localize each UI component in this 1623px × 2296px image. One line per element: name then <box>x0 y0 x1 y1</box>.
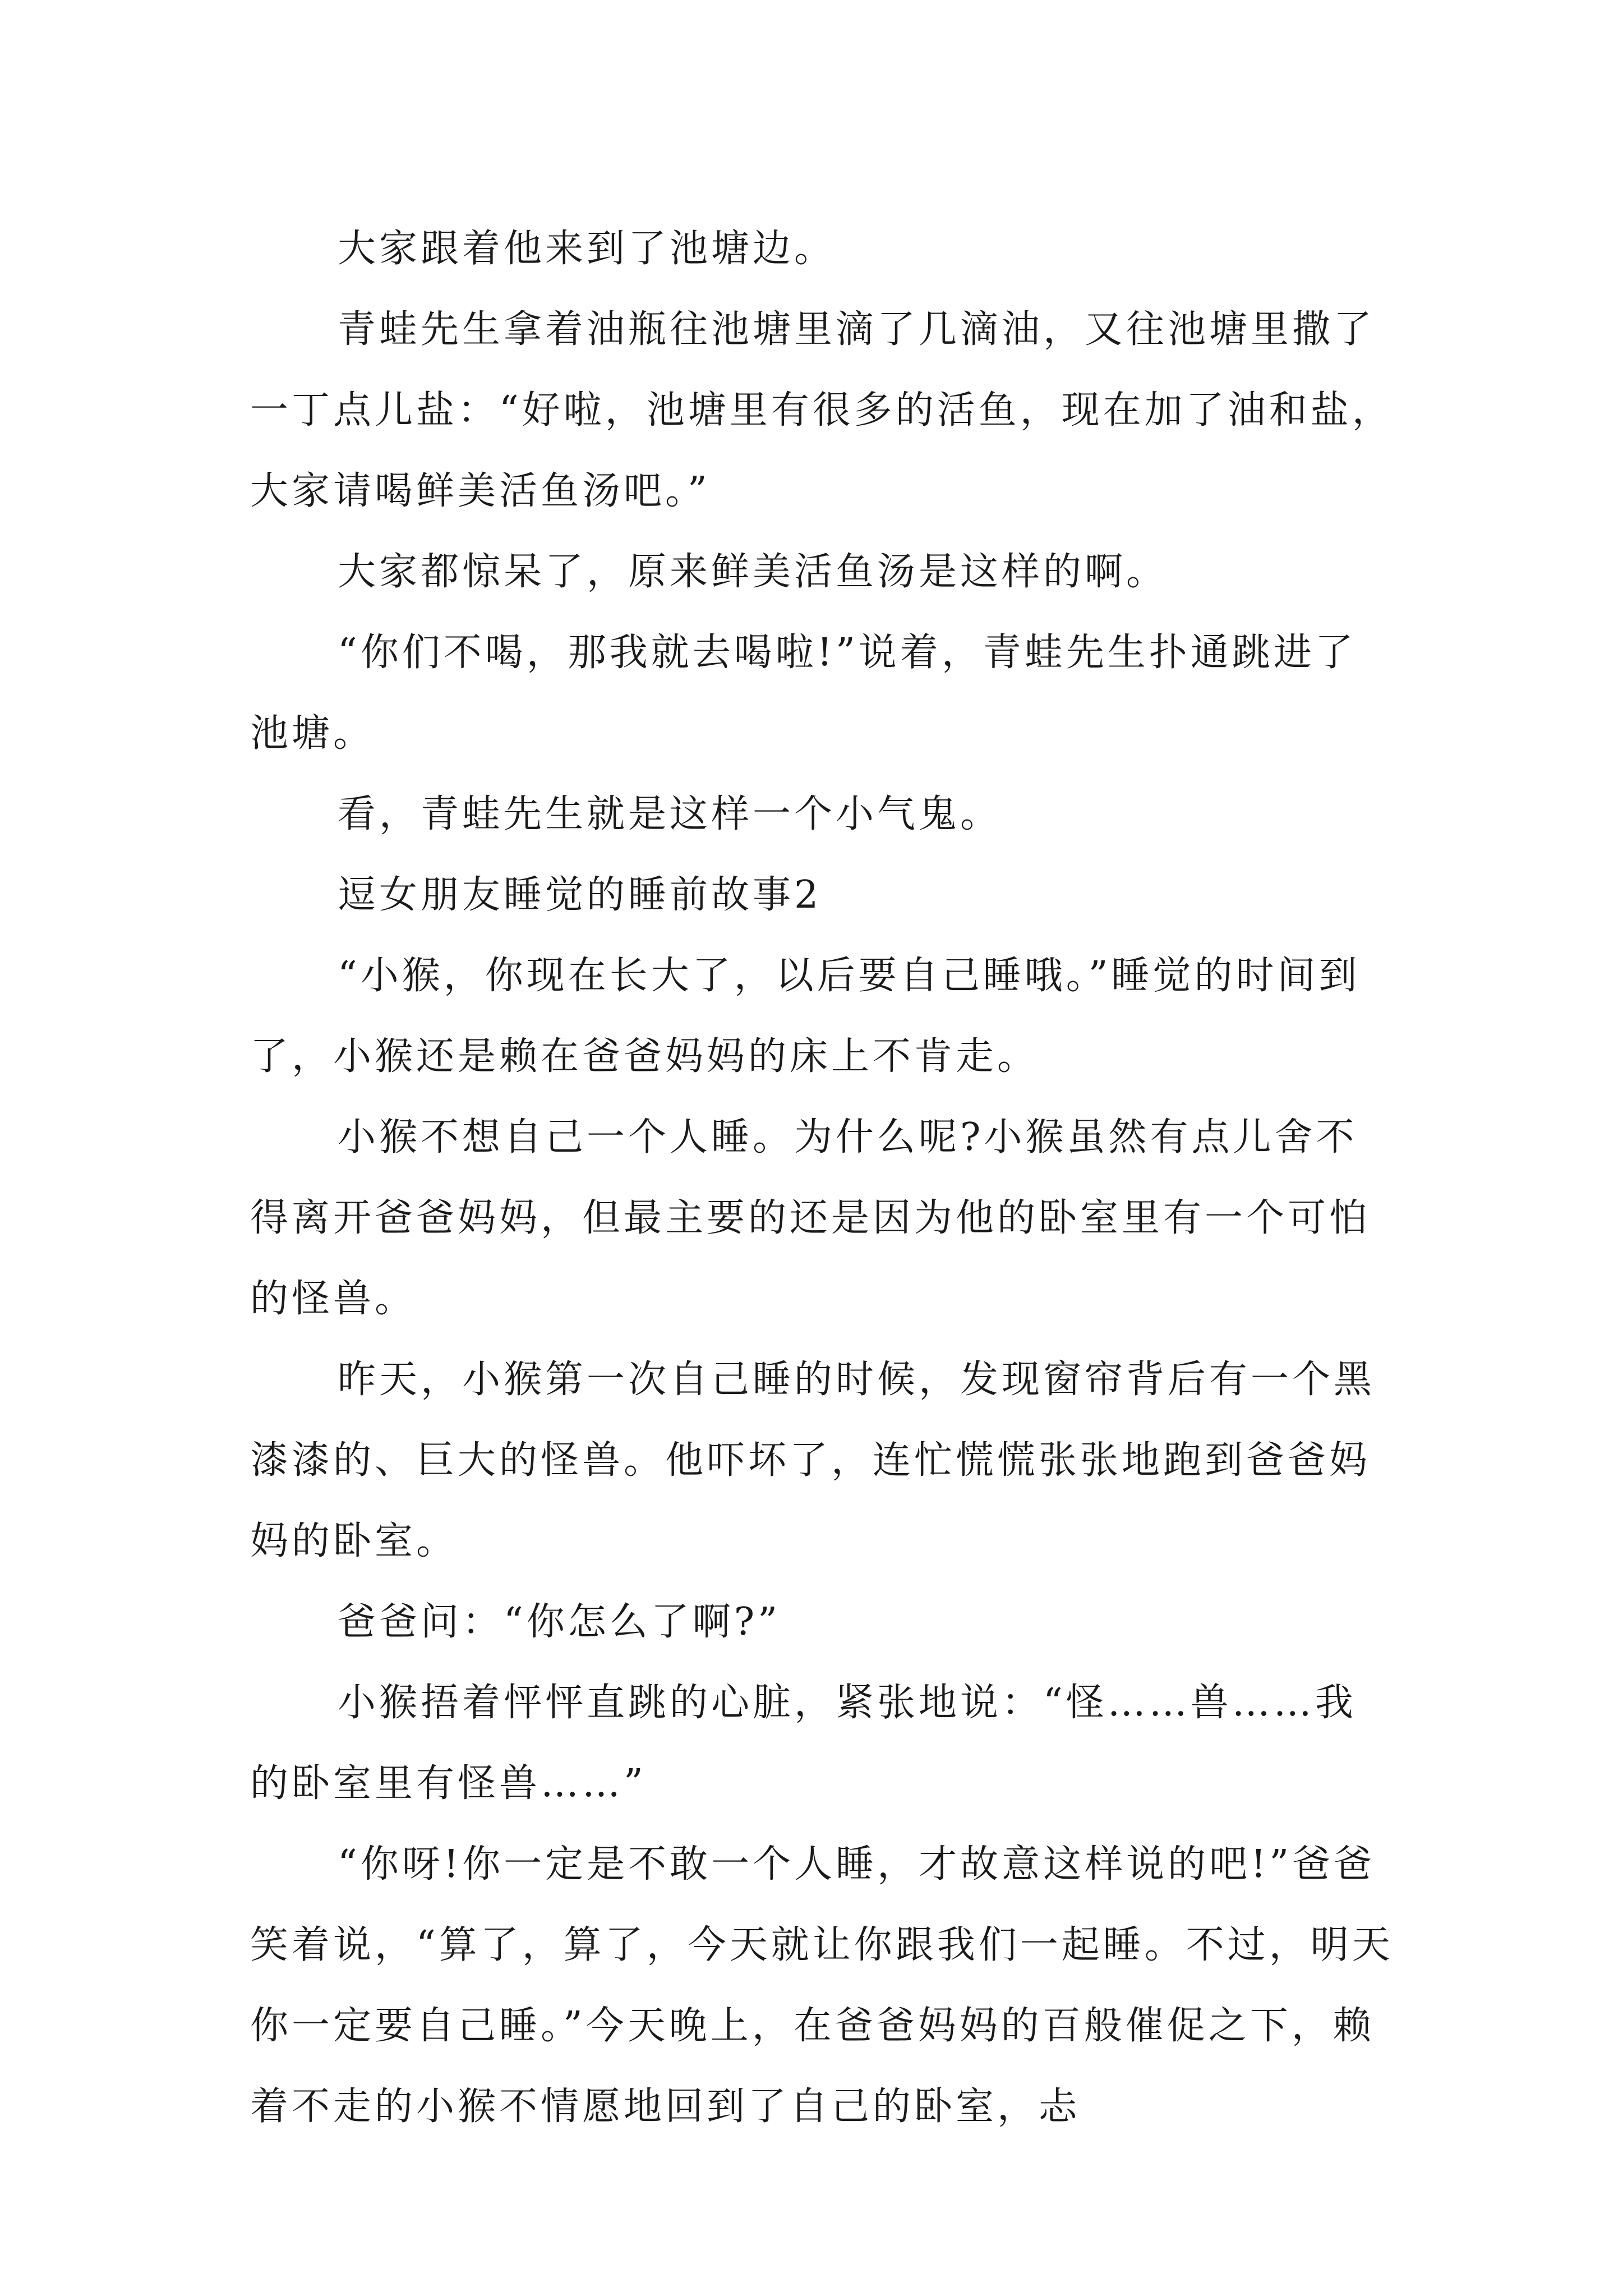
story-text <box>250 209 1394 2147</box>
paragraph: “你呀!你一定是不敢一个人睡，才故意这样说的吧!”爸爸笑着说，“算了，算了，今天就让你跟我们一起睡。不过，明天你一定要自己睡。”今天晚上，在爸爸妈妈的百般催促之下，赖着不走的小猴不情愿地回到了自己的卧室，忐 <box>250 1842 1394 2129</box>
paragraph: 爸爸问：“你怎么了啊?” <box>338 1600 781 1644</box>
paragraph: 昨天，小猴第一次自己睡的时候，发现窗帘背后有一个黑漆漆的、巨大的怪兽。他吓坏了，连忙慌慌张张地跑到爸爸妈妈的卧室。 <box>250 1358 1376 1563</box>
section-heading: 逗女朋友睡觉的睡前故事2 <box>338 873 822 917</box>
paragraph: 小猴不想自己一个人睡。为什么呢?小猴虽然有点儿舍不得离开爸爸妈妈，但最主要的还是因为他的卧室里有一个可怕的怪兽。 <box>250 1115 1371 1321</box>
paragraph: “你们不喝，那我就去喝啦!”说着，青蛙先生扑通跳进了池塘。 <box>250 631 1357 756</box>
paragraph: 大家跟着他来到了池塘边。 <box>338 227 836 271</box>
paragraph: 看，青蛙先生就是这样一个小气鬼。 <box>338 792 1002 836</box>
paragraph: “小猴，你现在长大了，以后要自己睡哦。”睡觉的时间到了，小猴还是赖在爸爸妈妈的床上不肯走。 <box>250 954 1361 1079</box>
paragraph: 大家都惊呆了，原来鲜美活鱼汤是这样的啊。 <box>338 550 1168 594</box>
paragraph: 小猴捂着怦怦直跳的心脏，紧张地说：“怪……兽……我的卧室里有怪兽……” <box>250 1681 1357 1806</box>
paragraph: 青蛙先生拿着油瓶往池塘里滴了几滴油，又往池塘里撒了一丁点儿盐：“好啦，池塘里有很多的活鱼，现在加了油和盐，大家请喝鲜美活鱼汤吧。” <box>250 307 1394 513</box>
